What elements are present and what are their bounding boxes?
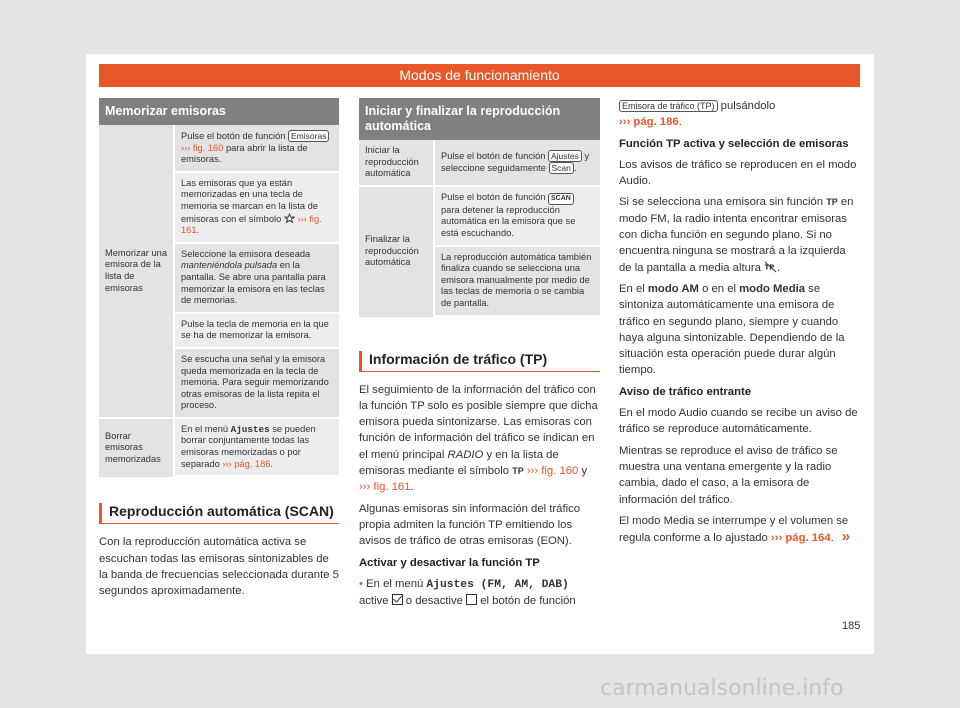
tp-bullet: • En el menú Ajustes (FM, AM, DAB) active o desactive el botón de función <box>359 577 576 608</box>
watermark: carmanualsonline.info <box>600 676 844 701</box>
table-cell: Pulse el botón de función Ajustes y seleccione seguidamente Scan . <box>435 140 600 187</box>
ajustes-button: Ajustes <box>548 150 582 162</box>
table-cell: Pulse el botón de función Emisoras ››› fig. 160 para abrir la lista de emisoras. <box>175 125 339 173</box>
continue-arrow-icon: » <box>841 528 851 546</box>
col3-paragraph-5: Mientras se reproduce el aviso de tráfico se muestra una ventana emergente y la radio cambia, dado el caso, a la emisora de información del tráfico. <box>619 444 838 506</box>
star-icon <box>284 213 295 224</box>
tp-paragraph-1: El seguimiento de la información del tráfico con la función TP solo es posible siempre que dicha emisora pueda sintonizarse. Las emisoras con función de información del tráfico se indican en el menú principal RADIO y en la lista de emisoras mediante el símbolo TP ››› fig. 160 y ››› fig. 161. <box>359 383 598 494</box>
tp-subheading: Activar y desactivar la función TP <box>359 556 540 569</box>
svg-text:TP: TP <box>764 263 775 272</box>
scan-heading: Reproducción automática (SCAN) <box>99 503 339 524</box>
fig-161-link[interactable]: ››› fig. 161 <box>181 213 322 236</box>
table-title: Iniciar y finalizar la reproducción automática <box>359 98 600 140</box>
no-tp-icon <box>764 261 777 273</box>
table-cell: Las emisoras que ya están memorizadas en una tecla de memoria se marcan en la lista de emisoras con el símbolo ››› fig. 161. <box>175 173 339 244</box>
emisoras-button: Emisoras <box>288 130 329 142</box>
column-middle <box>359 98 600 614</box>
page-header: Modos de funcionamiento <box>99 64 860 87</box>
fig-160-link[interactable]: ››› fig. 160 <box>181 142 224 153</box>
table-cell: Pulse el botón de función SCAN para detener la reproducción automática en la emisora que se está escuchando. <box>435 187 600 247</box>
table-cell: En el menú Ajustes se pueden borrar conjuntamente todas las emisoras memorizadas o por separado ››› pág. 186. <box>175 419 339 477</box>
tp-heading: Información de tráfico (TP) <box>359 351 600 372</box>
page-164-link[interactable]: ››› pág. 164 <box>770 532 831 545</box>
incoming-traffic-subheading: Aviso de tráfico entrante <box>619 385 752 398</box>
table-cell: La reproducción automática también finaliza cuando se selecciona una emisora manualmente por medio de las teclas de memoria o se cambia de pantalla. <box>435 247 600 317</box>
tp-paragraph-2: Algunas emisoras sin información del tráfico propia admiten la función TP emitiendo los avisos de tráfico de otras emisoras (EON). <box>359 502 581 548</box>
page-number: 185 <box>842 620 861 632</box>
tp-button-paragraph: Emisora de tráfico (TP) pulsándolo ››› pág. 186. <box>619 100 776 129</box>
col3-paragraph-4: En el modo Audio cuando se recibe un aviso de tráfico se reproduce automáticamente. <box>619 407 858 436</box>
table-cell: Seleccione la emisora deseada manteniéndola pulsada en la pantalla. Se abre una pantalla para memorizar la emisora en las teclas de memorias. <box>175 244 339 314</box>
traffic-station-button: Emisora de tráfico (TP) <box>619 100 718 112</box>
table-cell: Se escucha una señal y la emisora queda memorizada en la tecla de memoria. Para seguir memorizando otras emisoras de la lista repita el proceso. <box>175 349 339 419</box>
column-right <box>619 98 859 551</box>
scan-text: Con la reproducción automática activa se escuchan todas las emisoras sintonizables de la banda de frecuencias seleccionada durante 5 segundos aproximadamente. <box>99 536 339 598</box>
table-title: Memorizar emisoras <box>99 98 339 125</box>
column-left <box>99 98 339 604</box>
row-label: Borrar emisoras memorizadas <box>99 419 175 477</box>
row-label: Finalizar la reproducción automática <box>359 187 435 317</box>
page-186-link[interactable]: ››› pág. 186 <box>222 458 271 469</box>
row-label: Iniciar la reproducción automática <box>359 140 435 187</box>
scan-button: Scan <box>549 162 574 174</box>
col3-paragraph-2: Si se selecciona una emisora sin función TP en modo FM, la radio intenta encontrar emisoras con dicha función en segundo plano. Si no encuentra ninguna se mostrará a la izquierda de la pantalla a media altura TP . <box>619 196 854 274</box>
row-label: Memorizar una emisora de la lista de emisoras <box>99 125 175 419</box>
checkbox-checked-icon <box>392 594 403 605</box>
checkbox-empty-icon <box>466 594 477 605</box>
col3-paragraph-3: En el modo AM o en el modo Media se sintoniza automáticamente una emisora de tráfico en segundo plano, siempre y cuando haya alguna sintonizable. Dependiendo de la situación esta operación puede durar algún tiempo. <box>619 282 845 377</box>
memorize-stations-table <box>99 98 339 477</box>
table-cell: Pulse la tecla de memoria en la que se ha de memorizar la emisora. <box>175 314 339 349</box>
fig-160-link[interactable]: ››› fig. 160 <box>526 465 579 478</box>
tp-active-subheading: Función TP activa y selección de emisoras <box>619 137 849 150</box>
fig-161-link[interactable]: ››› fig. 161 <box>359 481 411 494</box>
scan-icon-button: SCAN <box>548 193 574 205</box>
col3-paragraph-1: Los avisos de tráfico se reproducen en el modo Audio. <box>619 158 857 188</box>
auto-playback-table <box>359 98 600 317</box>
col3-paragraph-6: El modo Media se interrumpe y el volumen se regula conforme a lo ajustado ››› pág. 164. » <box>619 514 851 546</box>
page-186-link[interactable]: ››› pág. 186 <box>619 116 679 129</box>
